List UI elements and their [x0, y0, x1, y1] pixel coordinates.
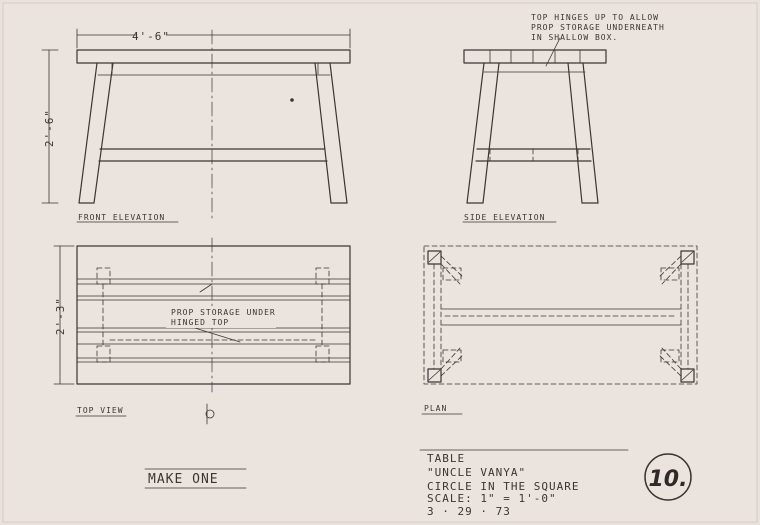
hinge-note-line-3: IN SHALLOW BOX.	[531, 33, 619, 42]
prop-note-line-2: HINGED TOP	[171, 318, 230, 327]
title-line-2: "UNCLE VANYA"	[427, 466, 527, 479]
top-view-label: TOP VIEW	[77, 406, 124, 415]
prop-note-line-1: PROP STORAGE UNDER	[171, 308, 276, 317]
depth-dimension-label: 2'-3"	[54, 296, 67, 336]
height-dimension-label: 2'-6"	[43, 108, 56, 148]
sheet-number: 10.	[648, 467, 688, 492]
hinge-note-line-1: TOP HINGES UP TO ALLOW	[531, 13, 659, 22]
make-one-label: MAKE ONE	[148, 472, 219, 487]
title-line-5: 3 · 29 · 73	[427, 505, 511, 518]
side-elevation-label: SIDE ELEVATION	[464, 213, 546, 222]
title-line-3: CIRCLE IN THE SQUARE	[427, 480, 580, 493]
width-dimension-label: 4'-6"	[131, 30, 171, 43]
hinge-note-line-2: PROP STORAGE UNDERNEATH	[531, 23, 665, 32]
paper-edge	[3, 3, 757, 522]
title-line-1: TABLE	[427, 452, 466, 465]
plan-label: PLAN	[424, 404, 448, 413]
front-elevation-label: FRONT ELEVATION	[78, 213, 166, 222]
title-line-4: SCALE: 1" = 1'-0"	[427, 492, 557, 505]
